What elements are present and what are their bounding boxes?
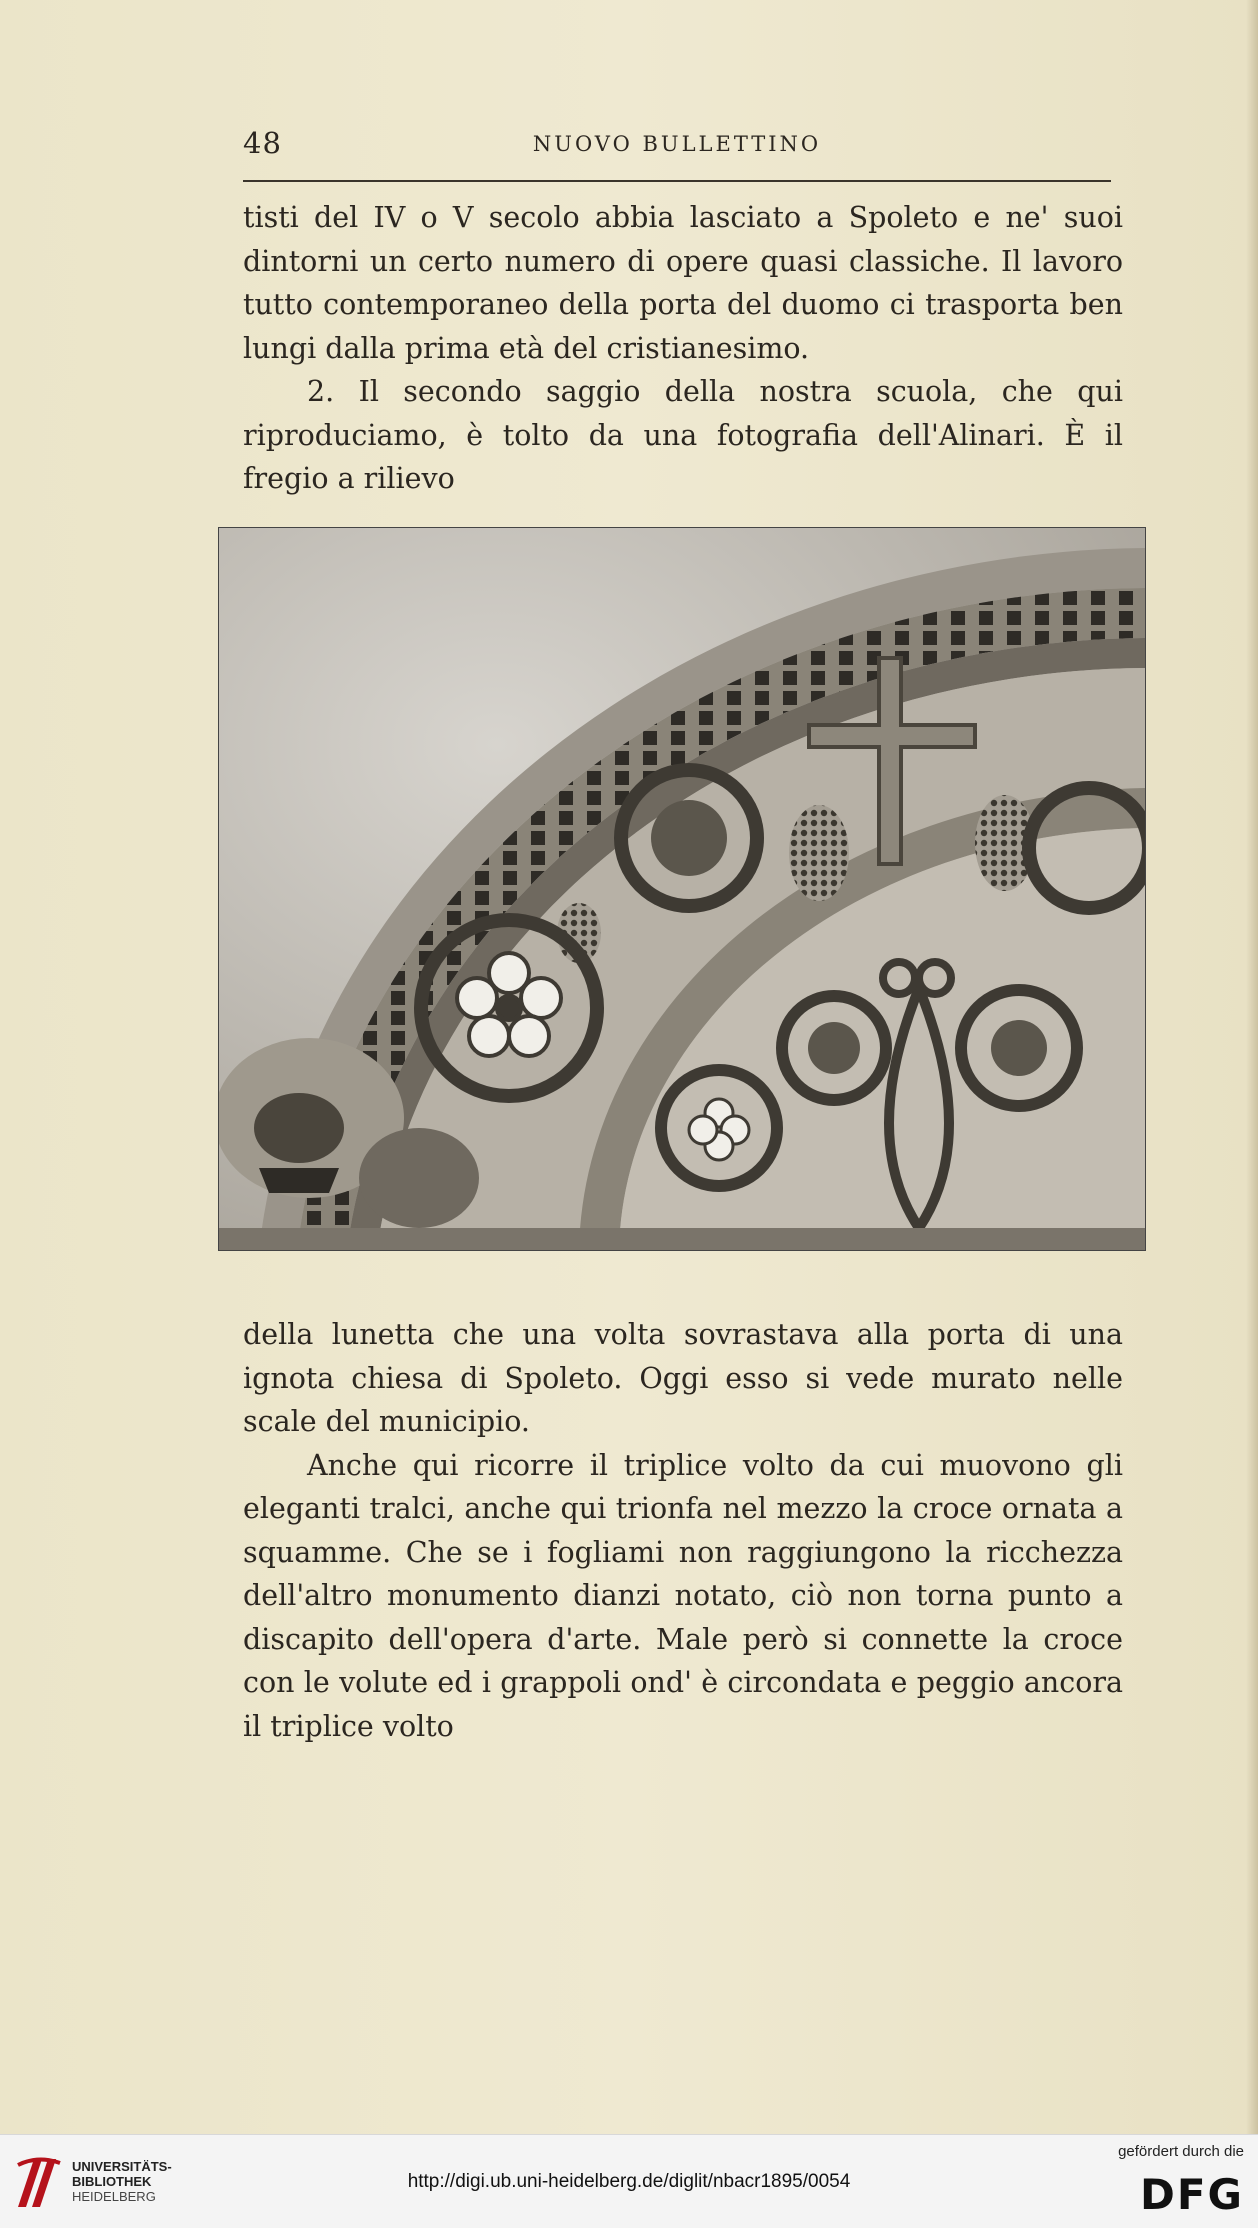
- paragraph-3: della lunetta che una volta sovrastava alla porta di una ignota chiesa di Spoleto. Oggi esso si vede murato nelle scale del municipio.: [243, 1318, 1123, 1438]
- relief-image: [219, 528, 1145, 1250]
- paragraph-1: tisti del IV o V secolo abbia lasciato a Spoleto e ne' suoi dintorni un certo numero di opere quasi classiche. Il lavoro tutto contemporaneo della porta del duomo ci trasporta ben lungi dalla prima età del cristianesimo.: [243, 201, 1123, 365]
- running-head: [243, 122, 1111, 166]
- viewer-footer: [0, 2134, 1258, 2228]
- permalink: [0, 2171, 1258, 2193]
- text-block-top: [243, 196, 1123, 501]
- permalink-link[interactable]: http://digi.ub.uni-heidelberg.de/diglit/nbacr1895/0054: [407, 2171, 851, 2192]
- dfg-logo: DFG: [1139, 2170, 1244, 2219]
- paragraph-4: Anche qui ricorre il triplice volto da cui muovono gli eleganti tralci, anche qui trionfa nel mezzo la croce ornata a squamme. Che se i fogliami non raggiungono la ricchezza dell'altro monumento dianzi notato, ciò non torna punto a discapito dell'opera d'arte. Male però si connette la croce con le volute ed i grappoli ond' è circondata e peggio ancora il triplice volto: [243, 1448, 1123, 1743]
- page-number: 48: [243, 126, 282, 160]
- library-name-line-3: HEIDELBERG: [72, 2189, 156, 2204]
- library-name-line-2: BIBLIOTHEK: [72, 2174, 152, 2189]
- funder-caption: gefördert durch die: [1118, 2143, 1244, 2160]
- lunette-relief-photograph: [218, 527, 1146, 1251]
- running-title: NUOVO BULLETTINO: [532, 132, 822, 156]
- text-block-bottom: [243, 1313, 1123, 1748]
- library-name-line-1: UNIVERSITÄTS-: [72, 2159, 172, 2174]
- page-edge-shadow: [1246, 0, 1258, 2134]
- paragraph-2: 2. Il secondo saggio della nostra scuola, che qui riproduciamo, è tolto da una fotografia dell'Alinari. È il fregio a rilievo: [243, 375, 1123, 495]
- header-rule: [243, 180, 1111, 182]
